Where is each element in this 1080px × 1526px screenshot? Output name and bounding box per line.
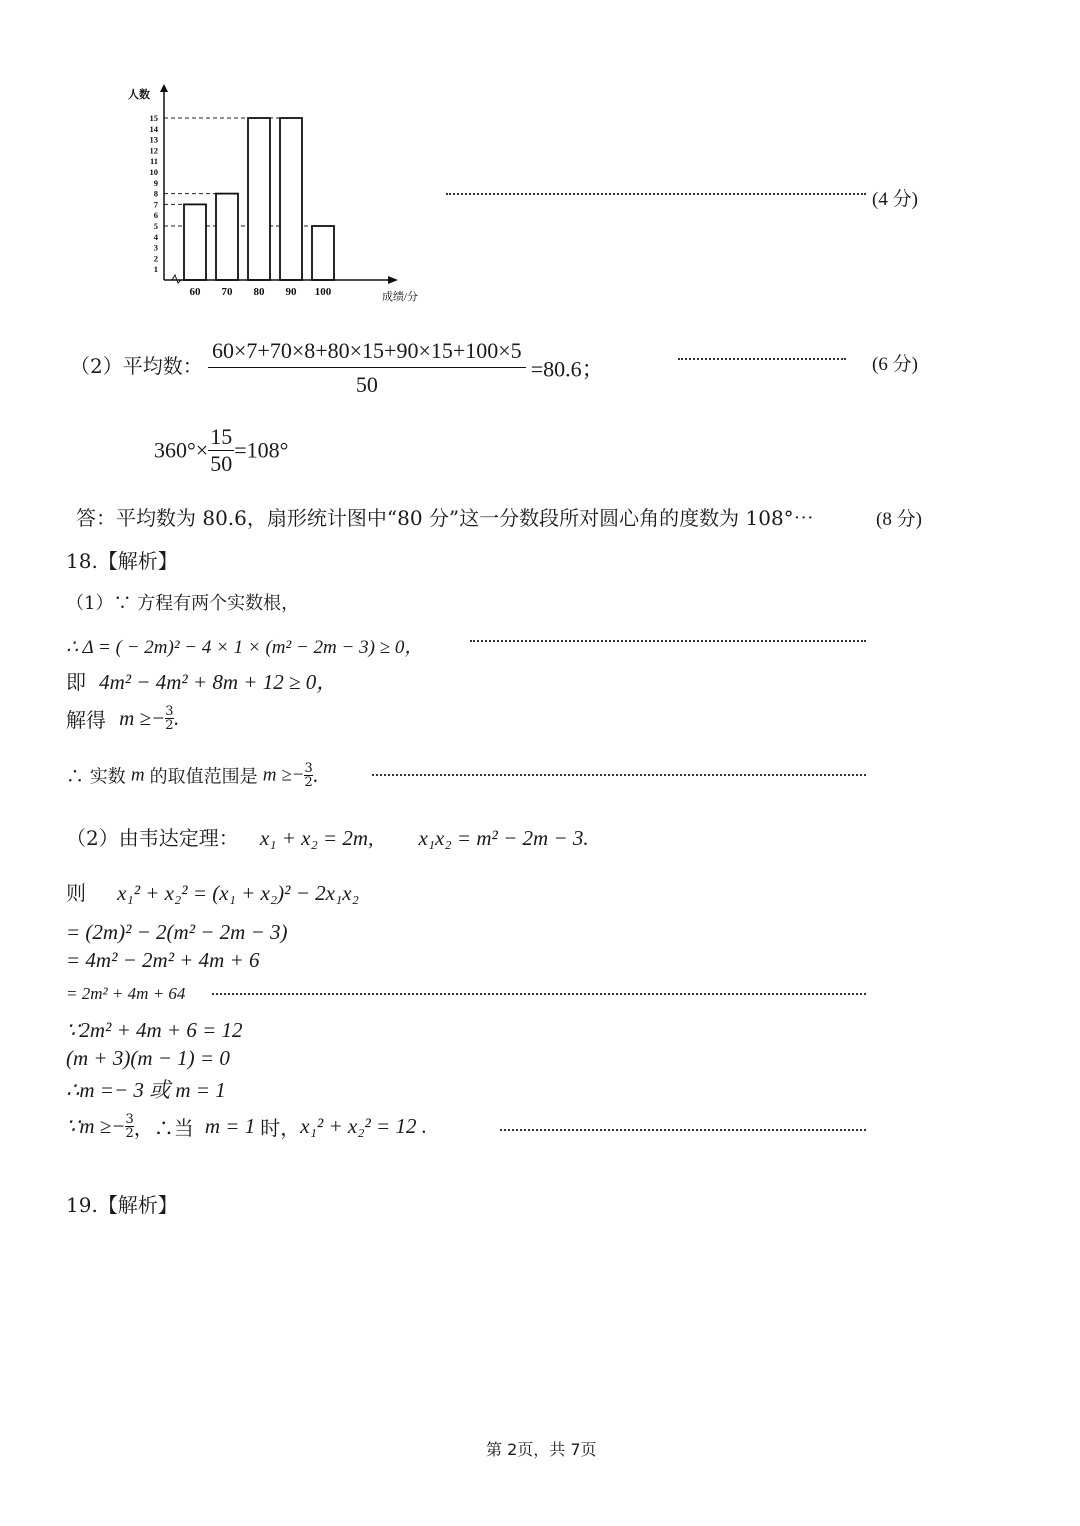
x-tick-label: 90 (285, 286, 297, 298)
y-tick-label: 1 (153, 264, 158, 275)
bar (280, 118, 302, 280)
expansion-step-3: = 2m² + 4m + 64 (66, 984, 186, 1003)
score-label: (4 分) (872, 189, 918, 210)
y-tick-label: 13 (149, 134, 158, 145)
x-tick-label: 100 (314, 286, 332, 298)
dotted-leader (212, 993, 866, 995)
mean-denominator: 50 (355, 372, 378, 397)
y-tick-label: 6 (153, 210, 158, 221)
bar (216, 194, 238, 280)
part2-answer: 答：平均数为 80.6，扇形统计图中“80 分”这一分数段所对圆心角的度数为 108°⋯ (76, 506, 814, 530)
solve-result: 解得 m ≥− $\frac{3}{2}$. (66, 704, 179, 733)
vieta-line: （2）由韦达定理： x₁ + x₂ = 2m, x₁x₂ = m² − 2m − 3. (66, 826, 589, 850)
mean-fraction (208, 338, 604, 398)
score-histogram (120, 78, 440, 308)
x-axis-arrow (388, 276, 398, 284)
q18-part1-intro: （1）∵ 方程有两个实数根， (66, 593, 300, 614)
dotted-leader (446, 193, 866, 195)
roots: ∴m =− 3 或 m = 1 (66, 1078, 226, 1102)
expansion-step-1: = (2m)² − 2(m² − 2m − 3) (66, 920, 288, 944)
y-tick-label: 2 (153, 253, 158, 264)
y-axis-title: 人数 (128, 89, 150, 101)
expansion-step-2: = 4m² − 2m² + 4m + 6 (66, 948, 260, 972)
x-tick-label: 60 (189, 286, 201, 298)
x-axis-title: 成绩/分 (382, 291, 419, 303)
dotted-leader (470, 640, 866, 642)
y-axis-arrow (160, 84, 168, 92)
q18-heading: 18.【解析】 (66, 549, 178, 573)
page-number: 第 2页，共 7页 (486, 1440, 597, 1459)
final-conclusion: ∵m ≥− $\frac{3}{2}$，∴当 m = 1 时，x₁² + x₂² = 12 . (66, 1112, 427, 1141)
angle-formula: 360°× $\frac{15}{50}$ =108° (154, 424, 289, 476)
score-label: (8 分) (876, 509, 922, 530)
y-tick-label: 7 (153, 199, 158, 210)
range-conclusion: ∴ 实数 m 的取值范围是 m ≥− $\frac{3}{2}$. (66, 761, 319, 790)
score-label: (6 分) (872, 354, 918, 375)
equation-setup: ∵2m² + 4m + 6 = 12 (66, 1018, 243, 1042)
y-tick-label: 14 (149, 123, 158, 134)
y-tick-label: 10 (149, 167, 158, 177)
bar (184, 204, 206, 280)
dotted-leader (500, 1129, 866, 1131)
mean-numerator: 60×7+70×8+80×15+90×15+100×5 (208, 338, 526, 368)
y-tick-label: 8 (153, 188, 158, 199)
sum-of-squares: 则 x₁² + x₂² = (x₁ + x₂)² − 2x₁x₂ (66, 881, 359, 905)
q19-heading: 19.【解析】 (66, 1193, 178, 1217)
factored-equation: (m + 3)(m − 1) = 0 (66, 1046, 230, 1070)
y-tick-label: 12 (149, 145, 158, 156)
x-tick-label: 70 (221, 286, 233, 298)
dotted-leader (678, 358, 846, 360)
y-tick-label: 11 (149, 156, 158, 167)
axis-break-mark (172, 275, 181, 283)
y-tick-label: 5 (153, 221, 158, 231)
y-tick-label: 4 (153, 231, 158, 242)
y-tick-label: 9 (153, 177, 158, 188)
y-tick-label: 3 (153, 242, 158, 253)
x-tick-label: 80 (253, 286, 265, 298)
dotted-leader (372, 774, 866, 776)
bar (312, 226, 334, 280)
discriminant-line: ∴ Δ = ( − 2m)² − 4 × 1 × (m² − 2m − 3) ≥ 0， (66, 637, 424, 658)
simplified-inequality: 即 4m² − 4m² + 8m + 12 ≥ 0， (66, 670, 338, 694)
y-tick-label: 15 (149, 113, 158, 123)
mean-result: =80.6； (530, 356, 604, 382)
mean-label: （2）平均数： (70, 354, 203, 378)
bar (248, 118, 270, 280)
